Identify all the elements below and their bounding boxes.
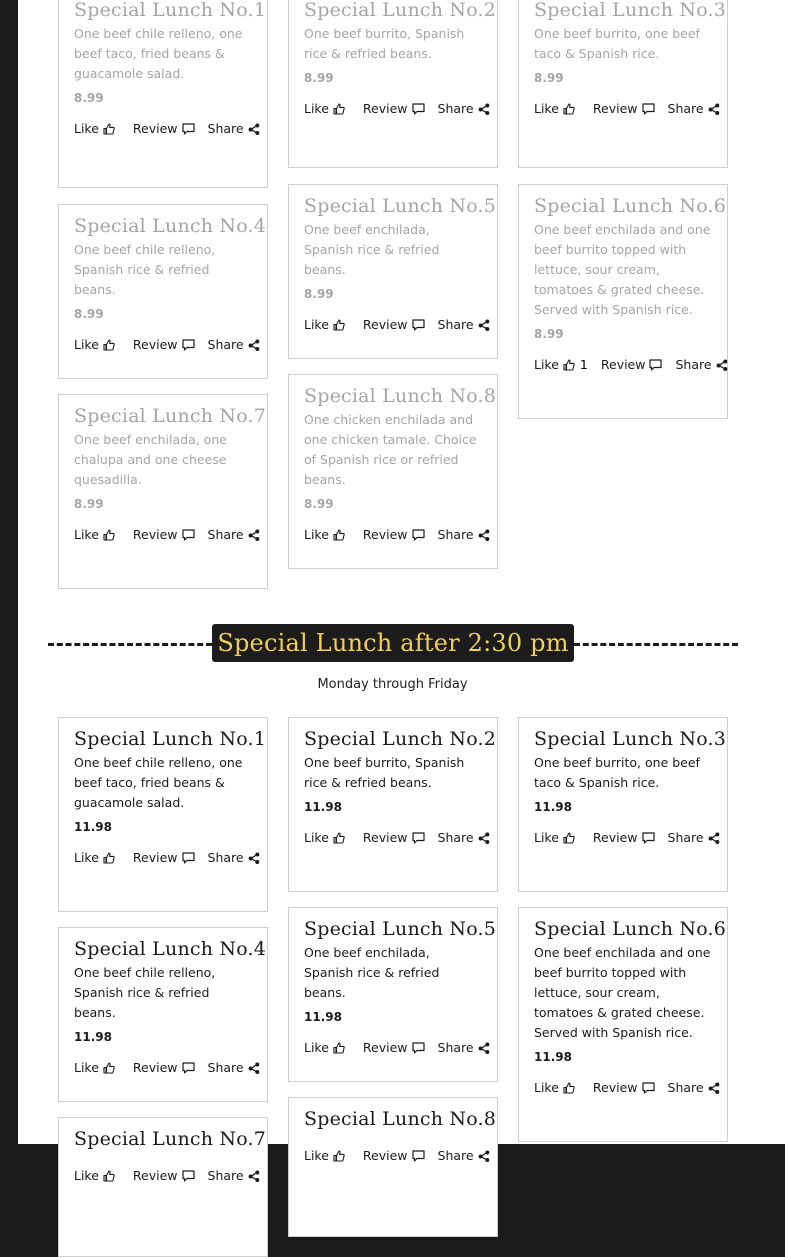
section-heading-text: Special Lunch after 2:30 pm (217, 629, 569, 657)
card-price: 11.98 (304, 800, 342, 814)
card-price: 8.99 (74, 91, 104, 105)
review-button[interactable] (133, 337, 195, 353)
review-button[interactable] (133, 1168, 195, 1184)
card-price: 11.98 (74, 820, 112, 834)
menu-card-4 (58, 204, 268, 379)
thumbs-up-icon (103, 852, 115, 864)
share-icon (248, 1170, 260, 1182)
card-title: Special Lunch No.4 (74, 938, 267, 960)
like-button[interactable] (74, 1060, 120, 1076)
menu-card-2 (288, 717, 498, 892)
card-price: 11.98 (74, 1030, 112, 1044)
share-button[interactable] (208, 527, 260, 543)
card-price: 8.99 (534, 71, 564, 85)
menu-card-1 (58, 0, 268, 188)
card-description: One beef enchilada and one beef burrito topped with lettuce, sour cream, tomatoes & grated cheese. Served with Spanish rice. (534, 222, 711, 317)
thumbs-up-icon (563, 359, 575, 371)
review-label: Review (362, 101, 408, 116)
share-label: Share (667, 101, 704, 116)
card-price: 11.98 (534, 800, 572, 814)
share-label: Share (667, 830, 704, 845)
review-button[interactable] (593, 1080, 655, 1096)
share-icon (708, 832, 720, 844)
thumbs-up-icon (103, 339, 115, 351)
heading-divider-right (574, 643, 738, 646)
card-description: One beef enchilada, Spanish rice & refried beans. (304, 945, 440, 1000)
comment-icon (182, 123, 195, 135)
comment-icon (182, 339, 195, 351)
share-label: Share (437, 1040, 474, 1055)
card-title: Special Lunch No.8 (304, 385, 497, 407)
share-label: Share (437, 101, 474, 116)
share-icon (248, 123, 260, 135)
menu-page (18, 0, 785, 1183)
share-label: Share (207, 121, 244, 136)
thumbs-up-icon (333, 529, 345, 541)
review-button[interactable] (133, 1060, 195, 1076)
menu-card-3 (518, 717, 728, 892)
review-button[interactable] (363, 101, 425, 117)
like-label: Like (304, 830, 329, 845)
like-button[interactable] (74, 527, 120, 543)
card-title: Special Lunch No.6 (534, 918, 727, 940)
review-label: Review (362, 317, 408, 332)
review-label: Review (132, 337, 178, 352)
menu-card-8 (288, 1097, 498, 1237)
share-button[interactable] (675, 357, 727, 373)
like-button[interactable] (304, 1148, 350, 1164)
share-icon (478, 1042, 490, 1054)
share-button[interactable] (438, 317, 490, 333)
like-label: Like (74, 1060, 99, 1075)
comment-icon (182, 852, 195, 864)
card-actions (534, 1080, 712, 1096)
card-title: Special Lunch No.6 (534, 195, 727, 217)
card-title: Special Lunch No.5 (304, 918, 497, 940)
menu-card-5 (288, 184, 498, 359)
thumbs-up-icon (333, 1150, 345, 1162)
like-button[interactable] (304, 1040, 350, 1056)
share-button[interactable] (208, 1060, 260, 1076)
like-label: Like (74, 337, 99, 352)
review-button[interactable] (363, 317, 425, 333)
review-label: Review (592, 101, 638, 116)
thumbs-up-icon (563, 1082, 575, 1094)
like-button[interactable] (304, 527, 350, 543)
card-title: Special Lunch No.2 (304, 728, 497, 750)
review-button[interactable] (133, 121, 195, 137)
like-button[interactable] (304, 101, 350, 117)
card-actions (304, 830, 482, 846)
like-button[interactable] (304, 317, 350, 333)
card-description: One beef enchilada, one chalupa and one cheese quesadilla. (74, 432, 227, 487)
like-label: Like (304, 1148, 329, 1163)
review-label: Review (592, 1080, 638, 1095)
review-button[interactable] (133, 850, 195, 866)
menu-card-2 (288, 0, 498, 168)
share-button[interactable] (208, 121, 260, 137)
like-button[interactable] (534, 1080, 580, 1096)
menu-card-4 (58, 927, 268, 1102)
like-label: Like (304, 1040, 329, 1055)
share-button[interactable] (438, 1148, 490, 1164)
card-price: 8.99 (304, 71, 334, 85)
thumbs-up-icon (563, 832, 575, 844)
share-label: Share (437, 1148, 474, 1163)
share-button[interactable] (668, 101, 720, 117)
review-label: Review (362, 1148, 408, 1163)
review-label: Review (132, 1168, 178, 1183)
like-count: 1 (579, 357, 588, 372)
card-actions (74, 337, 252, 353)
menu-card-5 (288, 907, 498, 1082)
comment-icon (412, 319, 425, 331)
menu-card-1 (58, 717, 268, 912)
comment-icon (412, 103, 425, 115)
card-price: 8.99 (304, 497, 334, 511)
review-button[interactable] (363, 1040, 425, 1056)
review-label: Review (362, 527, 408, 542)
like-label: Like (304, 317, 329, 332)
card-price: 8.99 (74, 307, 104, 321)
share-icon (478, 832, 490, 844)
card-title: Special Lunch No.1 (74, 728, 267, 750)
share-label: Share (667, 1080, 704, 1095)
share-icon (478, 319, 490, 331)
card-actions (74, 527, 252, 543)
card-actions (304, 527, 482, 543)
share-icon (248, 1062, 260, 1074)
like-label: Like (304, 527, 329, 542)
thumbs-up-icon (103, 529, 115, 541)
card-description: One beef enchilada, Spanish rice & refried beans. (304, 222, 440, 277)
card-title: Special Lunch No.4 (74, 215, 267, 237)
like-label: Like (74, 1168, 99, 1183)
like-label: Like (74, 850, 99, 865)
share-button[interactable] (668, 830, 720, 846)
review-label: Review (592, 830, 638, 845)
card-actions (304, 101, 482, 117)
share-icon (248, 529, 260, 541)
share-icon (248, 339, 260, 351)
comment-icon (649, 359, 662, 371)
like-label: Like (534, 357, 559, 372)
thumbs-up-icon (103, 123, 115, 135)
card-title: Special Lunch No.5 (304, 195, 497, 217)
like-label: Like (304, 101, 329, 116)
card-actions (534, 357, 712, 373)
review-label: Review (132, 121, 178, 136)
share-label: Share (437, 830, 474, 845)
review-button[interactable] (593, 101, 655, 117)
thumbs-up-icon (333, 103, 345, 115)
card-price: 8.99 (534, 327, 564, 341)
share-icon (248, 852, 260, 864)
card-description: One beef chile relleno, one beef taco, fried beans & guacamole salad. (74, 755, 243, 810)
menu-card-6 (518, 184, 728, 419)
like-label: Like (534, 830, 559, 845)
card-description: One beef burrito, one beef taco & Spanish rice. (534, 755, 700, 790)
like-button[interactable] (74, 850, 120, 866)
review-label: Review (362, 1040, 408, 1055)
thumbs-up-icon (333, 319, 345, 331)
card-actions (304, 1040, 482, 1056)
like-button[interactable] (304, 830, 350, 846)
card-description: One beef chile relleno, Spanish rice & refried beans. (74, 965, 216, 1020)
share-label: Share (207, 1060, 244, 1075)
card-actions (534, 830, 712, 846)
share-button[interactable] (208, 337, 260, 353)
review-label: Review (132, 1060, 178, 1075)
card-description: One beef burrito, Spanish rice & refried beans. (304, 755, 465, 790)
card-title: Special Lunch No.1 (74, 0, 267, 21)
share-label: Share (207, 850, 244, 865)
comment-icon (412, 1150, 425, 1162)
like-label: Like (74, 527, 99, 542)
like-label: Like (74, 121, 99, 136)
like-button[interactable] (534, 101, 580, 117)
like-label: Like (534, 101, 559, 116)
card-description: One beef burrito, one beef taco & Spanish rice. (534, 26, 700, 61)
section-heading (212, 624, 574, 662)
menu-card-8 (288, 374, 498, 569)
share-label: Share (207, 527, 244, 542)
comment-icon (642, 832, 655, 844)
card-description: One chicken enchilada and one chicken tamale. Choice of Spanish rice or refried beans. (304, 412, 477, 487)
like-label: Like (534, 1080, 559, 1095)
card-title: Special Lunch No.7 (74, 1128, 267, 1150)
share-icon (478, 529, 490, 541)
like-button[interactable] (74, 1168, 120, 1184)
review-button[interactable] (133, 527, 195, 543)
card-title: Special Lunch No.3 (534, 0, 727, 21)
share-label: Share (675, 357, 712, 372)
share-button[interactable] (208, 850, 260, 866)
share-label: Share (437, 317, 474, 332)
share-button[interactable] (208, 1168, 260, 1184)
review-label: Review (132, 527, 178, 542)
card-actions (74, 1168, 252, 1184)
review-button[interactable] (363, 830, 425, 846)
share-button[interactable] (438, 1040, 490, 1056)
comment-icon (412, 832, 425, 844)
card-actions (74, 850, 252, 866)
card-description: One beef enchilada and one beef burrito topped with lettuce, sour cream, tomatoes & grated cheese. Served with Spanish rice. (534, 945, 711, 1040)
card-price: 8.99 (304, 287, 334, 301)
like-button[interactable] (534, 357, 588, 373)
thumbs-up-icon (563, 103, 575, 115)
share-button[interactable] (438, 527, 490, 543)
comment-icon (182, 1170, 195, 1182)
card-description: One beef chile relleno, one beef taco, fried beans & guacamole salad. (74, 26, 243, 81)
share-button[interactable] (668, 1080, 720, 1096)
review-button[interactable] (601, 357, 663, 373)
card-title: Special Lunch No.8 (304, 1108, 497, 1130)
thumbs-up-icon (333, 832, 345, 844)
share-icon (716, 359, 728, 371)
share-icon (708, 1082, 720, 1094)
share-icon (708, 103, 720, 115)
card-price: 11.98 (534, 1050, 572, 1064)
comment-icon (642, 103, 655, 115)
card-price: 8.99 (74, 497, 104, 511)
menu-card-6 (518, 907, 728, 1142)
share-icon (478, 103, 490, 115)
card-actions (74, 121, 252, 137)
like-button[interactable] (74, 121, 120, 137)
card-title: Special Lunch No.7 (74, 405, 267, 427)
card-actions (304, 317, 482, 333)
comment-icon (182, 1062, 195, 1074)
card-title: Special Lunch No.3 (534, 728, 727, 750)
comment-icon (412, 1042, 425, 1054)
thumbs-up-icon (103, 1062, 115, 1074)
comment-icon (182, 529, 195, 541)
card-title: Special Lunch No.2 (304, 0, 497, 21)
like-button[interactable] (534, 830, 580, 846)
review-button[interactable] (363, 527, 425, 543)
review-button[interactable] (363, 1148, 425, 1164)
comment-icon (412, 529, 425, 541)
thumbs-up-icon (103, 1170, 115, 1182)
share-label: Share (207, 1168, 244, 1183)
card-actions (534, 101, 712, 117)
card-actions (304, 1148, 482, 1164)
card-description: One beef chile relleno, Spanish rice & refried beans. (74, 242, 216, 297)
menu-card-7 (58, 1117, 268, 1257)
share-button[interactable] (438, 830, 490, 846)
heading-divider-left (48, 643, 212, 646)
comment-icon (642, 1082, 655, 1094)
share-button[interactable] (438, 101, 490, 117)
card-description: One beef burrito, Spanish rice & refried beans. (304, 26, 465, 61)
section-subtitle: Monday through Friday (317, 677, 468, 692)
menu-card-7 (58, 394, 268, 589)
share-label: Share (437, 527, 474, 542)
share-label: Share (207, 337, 244, 352)
share-icon (478, 1150, 490, 1162)
review-button[interactable] (593, 830, 655, 846)
thumbs-up-icon (333, 1042, 345, 1054)
menu-card-3 (518, 0, 728, 168)
review-label: Review (600, 357, 646, 372)
review-label: Review (362, 830, 408, 845)
card-price: 11.98 (304, 1010, 342, 1024)
card-actions (74, 1060, 252, 1076)
review-label: Review (132, 850, 178, 865)
like-button[interactable] (74, 337, 120, 353)
